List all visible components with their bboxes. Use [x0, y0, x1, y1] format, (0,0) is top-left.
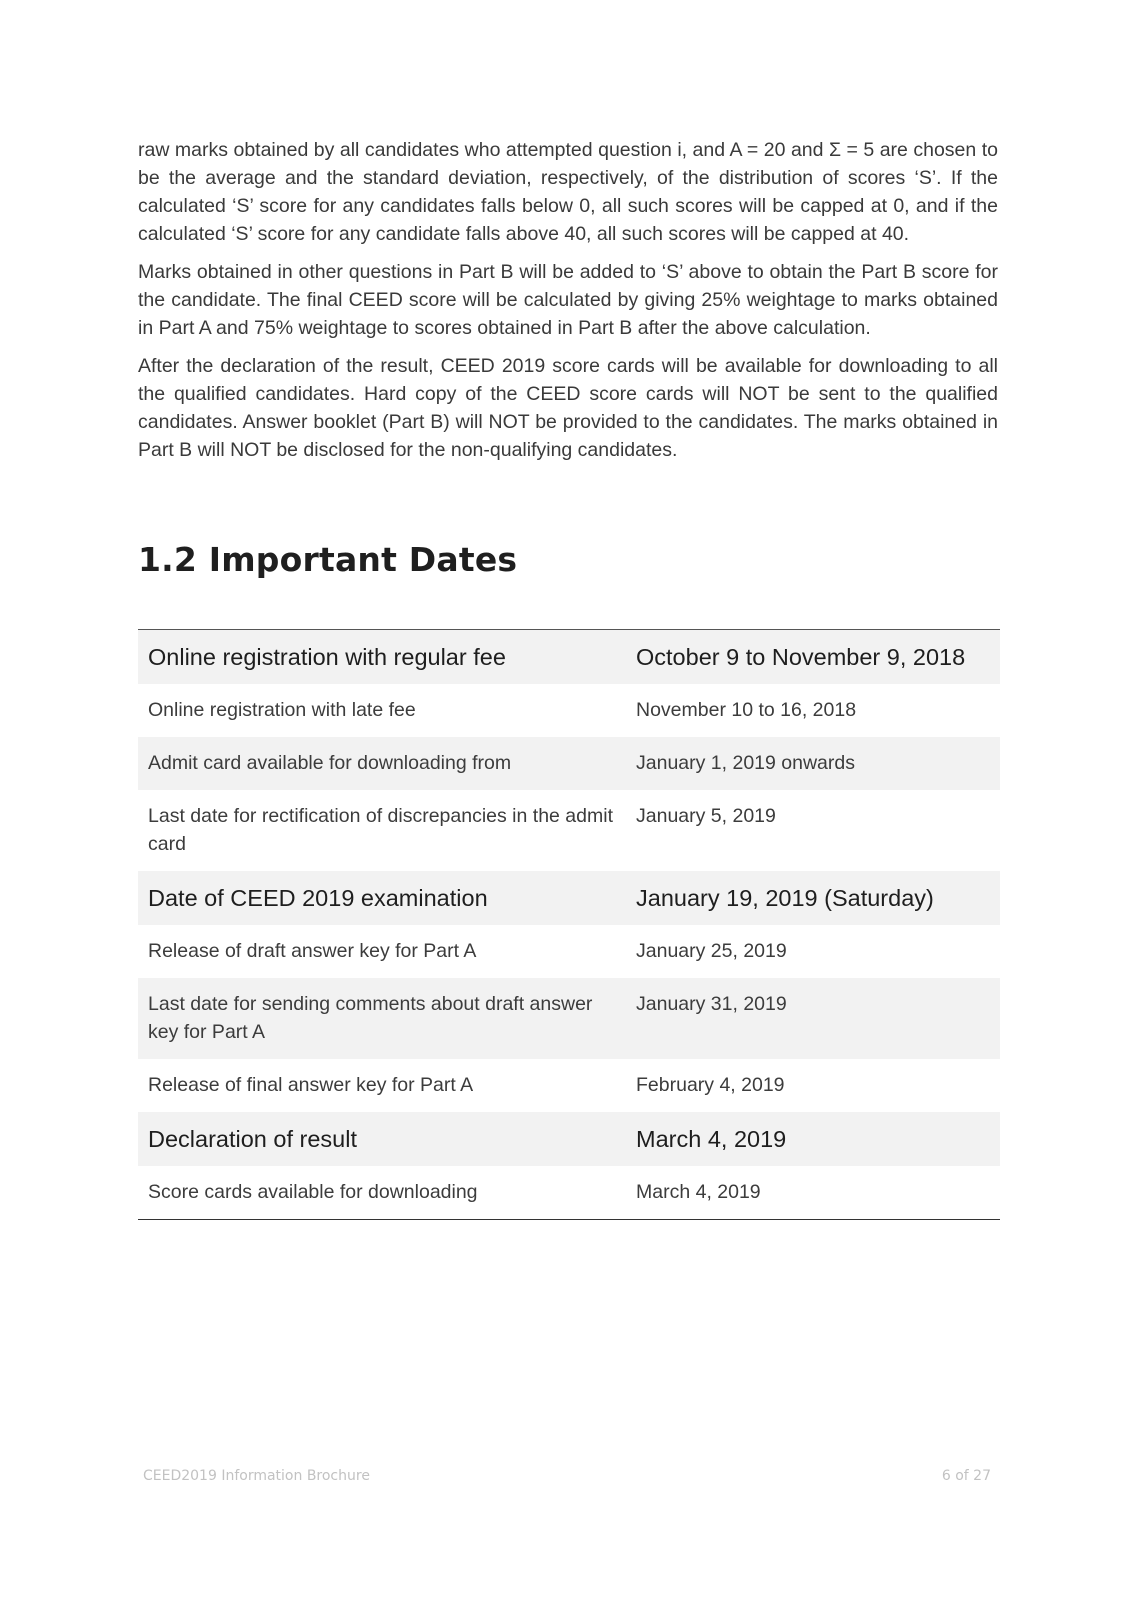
date-cell: January 5, 2019: [636, 805, 776, 827]
event-cell: Release of final answer key for Part A: [148, 1074, 474, 1096]
event-cell: Declaration of result: [138, 1112, 626, 1166]
date-cell: January 25, 2019: [636, 940, 787, 962]
important-dates-table: [138, 629, 1000, 1220]
table-row: [138, 790, 1000, 871]
date-cell: January 1, 2019 onwards: [626, 737, 1000, 790]
table-row: [138, 630, 1000, 685]
event-cell: Admit card available for downloading from: [138, 737, 626, 790]
date-cell: March 4, 2019: [636, 1181, 761, 1203]
table-row: [138, 871, 1000, 925]
table-row: [138, 737, 1000, 790]
table-row: [138, 684, 1000, 737]
event-cell: Release of draft answer key for Part A: [148, 940, 477, 962]
section-title: 1.2 Important Dates: [138, 540, 518, 579]
date-cell: January 31, 2019: [626, 978, 1000, 1059]
date-cell: January 19, 2019 (Saturday): [626, 871, 1000, 925]
event-cell: Last date for rectification of discrepancies in the admit card: [148, 805, 613, 855]
date-cell: February 4, 2019: [636, 1074, 785, 1096]
body-paragraph-3: After the declaration of the result, CEED 2019 score cards will be available for downloading to all the qualified candidates. Hard copy of the CEED score cards will NOT be sent to the qualified candidates. Answer booklet (Part B) will NOT be provided to the candidates. The marks obtained in Part B will NOT be disclosed for the non-qualifying candidates.: [138, 355, 998, 461]
table-row: [138, 1059, 1000, 1112]
event-cell: Score cards available for downloading: [148, 1181, 478, 1203]
event-cell: Date of CEED 2019 examination: [138, 871, 626, 925]
event-cell: Online registration with late fee: [148, 699, 416, 721]
page-number: 6 of 27: [941, 1468, 991, 1484]
date-cell: November 10 to 16, 2018: [636, 699, 857, 721]
event-cell: Last date for sending comments about draft answer key for Part A: [138, 978, 626, 1059]
body-paragraph-2: Marks obtained in other questions in Part B will be added to ‘S’ above to obtain the Part B score for the candidate. The final CEED score will be calculated by giving 25% weightage to marks obtained in Part A and 75% weightage to scores obtained in Part B after the above calculation.: [138, 261, 998, 339]
date-cell: October 9 to November 9, 2018: [626, 630, 1000, 685]
table-row: [138, 978, 1000, 1059]
table-row: [138, 925, 1000, 978]
page-content: [138, 136, 998, 1220]
body-paragraph-1: raw marks obtained by all candidates who attempted question i, and A = 20 and Σ = 5 are chosen to be the average and the standard deviation, respectively, of the distribution of scores ‘S’. If the calculated ‘S’ score for any candidates falls below 0, all such scores will be capped at 0, and if the calculated ‘S’ score for any candidate falls above 40, all such scores will be capped at 40.: [138, 139, 998, 245]
table-row: [138, 1166, 1000, 1220]
table-row: [138, 1112, 1000, 1166]
footer-title: CEED2019 Information Brochure: [143, 1468, 370, 1484]
date-cell: March 4, 2019: [626, 1112, 1000, 1166]
event-cell: Online registration with regular fee: [138, 630, 626, 685]
